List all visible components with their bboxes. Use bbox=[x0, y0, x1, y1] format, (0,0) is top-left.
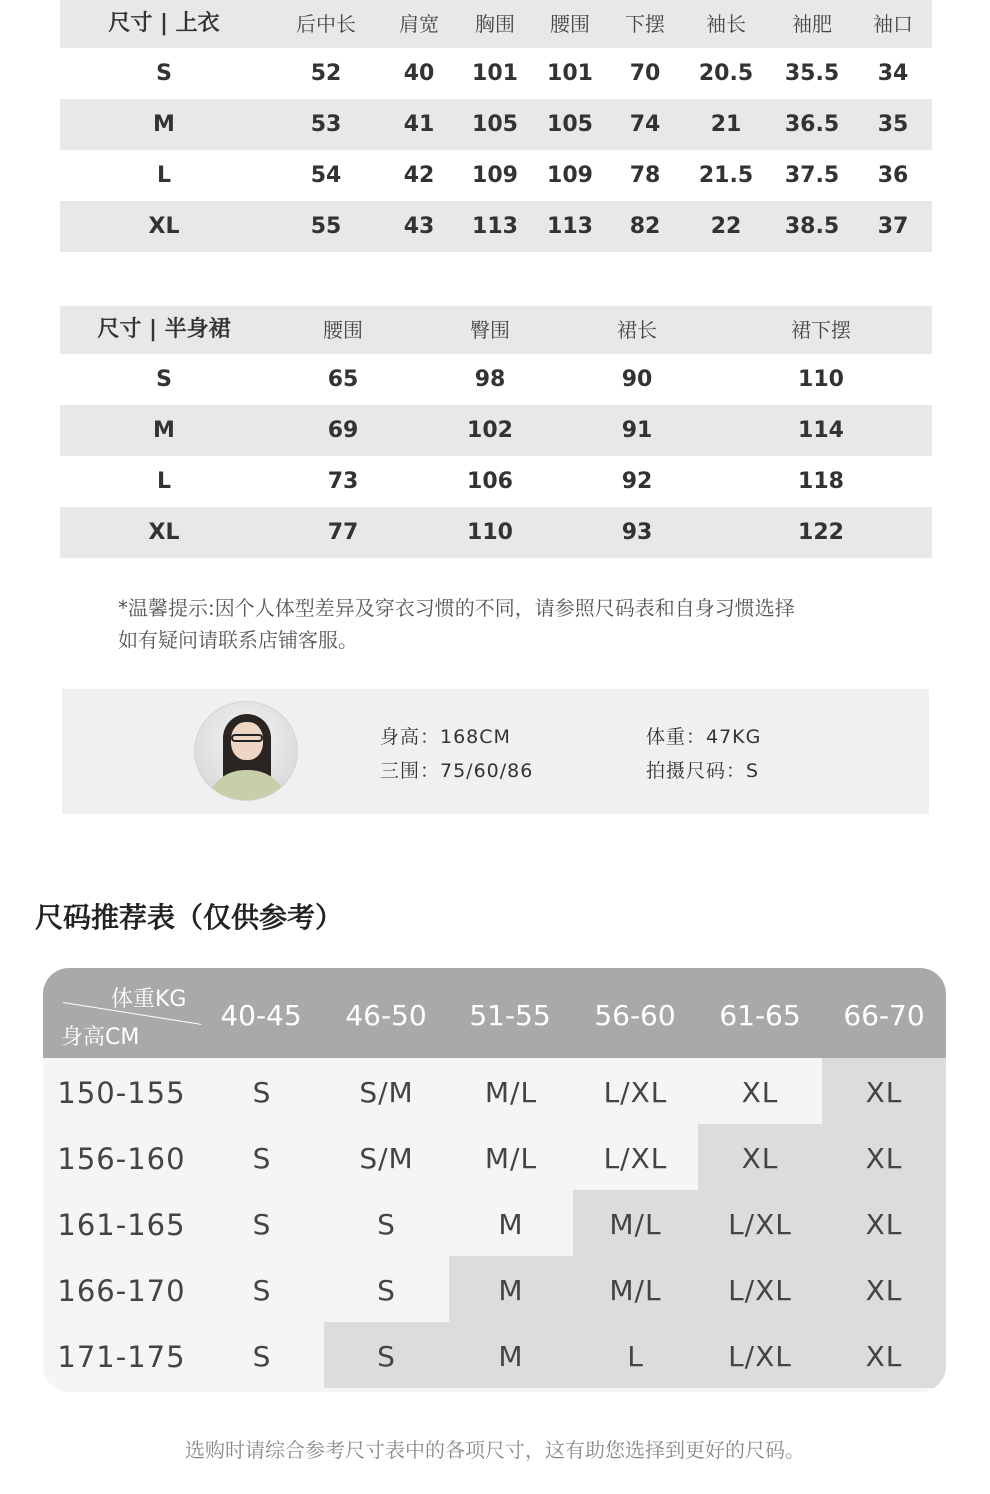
height-range: 161-165 bbox=[57, 1208, 186, 1242]
recommended-size: M bbox=[449, 1256, 573, 1322]
measurement-value: 36 bbox=[877, 163, 909, 188]
rec-row bbox=[43, 1190, 946, 1256]
col-header: 腰围 bbox=[323, 318, 363, 342]
size-row bbox=[60, 150, 932, 201]
measurement-value: 35 bbox=[877, 112, 909, 137]
measurement-value: 90 bbox=[621, 367, 653, 392]
top-table-header bbox=[60, 0, 932, 48]
measurement-value: 54 bbox=[310, 163, 342, 188]
col-header: 裙长 bbox=[617, 318, 657, 342]
measurement-value: 109 bbox=[472, 163, 518, 188]
measurement-value: 20.5 bbox=[698, 61, 754, 86]
recommended-size: M/L bbox=[573, 1190, 698, 1256]
rec-row bbox=[43, 1124, 946, 1190]
col-header: 袖肥 bbox=[792, 12, 832, 36]
measurement-value: 113 bbox=[547, 214, 593, 239]
measurement-value: 38.5 bbox=[784, 214, 840, 239]
measurement-value: 93 bbox=[621, 520, 653, 545]
measurement-value: 102 bbox=[467, 418, 513, 443]
weight-range-header: 61-65 bbox=[719, 999, 801, 1032]
measurement-value: 42 bbox=[403, 163, 435, 188]
height-range: 156-160 bbox=[57, 1142, 186, 1176]
measurement-value: 21 bbox=[710, 112, 742, 137]
col-header: 肩宽 bbox=[399, 12, 439, 36]
recommended-size: S bbox=[200, 1124, 324, 1190]
measurement-value: 101 bbox=[547, 61, 593, 86]
measurement-value: 65 bbox=[327, 367, 359, 392]
measurement-value: 122 bbox=[798, 520, 844, 545]
model-info-card bbox=[62, 689, 929, 814]
model-measurements: 三围：75/60/86 bbox=[380, 760, 534, 782]
recommended-size: M/L bbox=[449, 1124, 573, 1190]
size-row bbox=[60, 354, 932, 405]
recommended-size: S/M bbox=[324, 1124, 449, 1190]
recommended-size: S bbox=[200, 1190, 324, 1256]
col-header: 胸围 bbox=[475, 12, 515, 36]
recommended-size: S bbox=[324, 1322, 449, 1388]
footer-note: 选购时请综合参考尺寸表中的各项尺寸，这有助您选择到更好的尺码。 bbox=[185, 1438, 805, 1462]
col-header: 袖长 bbox=[706, 12, 746, 36]
measurement-value: 37 bbox=[877, 214, 909, 239]
recommended-size: S/M bbox=[324, 1058, 449, 1124]
size-label: M bbox=[153, 418, 175, 443]
rec-row bbox=[43, 1322, 946, 1388]
measurement-value: 53 bbox=[310, 112, 342, 137]
size-row bbox=[60, 48, 932, 99]
recommended-size: S bbox=[200, 1256, 324, 1322]
weight-axis-label: 体重KG bbox=[111, 987, 187, 1012]
weight-range-header: 66-70 bbox=[843, 999, 925, 1032]
measurement-value: 82 bbox=[629, 214, 661, 239]
height-range: 166-170 bbox=[57, 1274, 186, 1308]
col-header: 腰围 bbox=[550, 12, 590, 36]
col-header: 袖口 bbox=[873, 12, 913, 36]
skirt-table-header bbox=[60, 306, 932, 354]
recommended-size: M/L bbox=[573, 1256, 698, 1322]
measurement-value: 69 bbox=[327, 418, 359, 443]
size-label: XL bbox=[148, 520, 180, 545]
measurement-value: 73 bbox=[327, 469, 359, 494]
skirt-table-title: 尺寸 | 半身裙 bbox=[97, 317, 231, 342]
size-label: L bbox=[156, 469, 172, 494]
col-header: 后中长 bbox=[296, 12, 356, 36]
height-axis-label: 身高CM bbox=[61, 1025, 140, 1050]
measurement-value: 91 bbox=[621, 418, 653, 443]
rec-row bbox=[43, 1256, 946, 1322]
recommended-size: L/XL bbox=[698, 1322, 822, 1388]
sizing-tip bbox=[118, 592, 795, 656]
size-label: S bbox=[156, 61, 172, 86]
recommended-size: XL bbox=[822, 1058, 946, 1124]
measurement-value: 114 bbox=[798, 418, 844, 443]
size-label: M bbox=[153, 112, 175, 137]
recommended-size: L bbox=[573, 1322, 698, 1388]
measurement-value: 78 bbox=[629, 163, 661, 188]
weight-range-header: 51-55 bbox=[469, 999, 551, 1032]
size-label: L bbox=[156, 163, 172, 188]
weight-range-header: 56-60 bbox=[594, 999, 676, 1032]
measurement-value: 40 bbox=[403, 61, 435, 86]
recommended-size: L/XL bbox=[573, 1058, 698, 1124]
measurement-value: 98 bbox=[474, 367, 506, 392]
measurement-value: 101 bbox=[472, 61, 518, 86]
top-table-title: 尺寸 | 上衣 bbox=[108, 11, 220, 36]
recommended-size: S bbox=[324, 1256, 449, 1322]
measurement-value: 118 bbox=[798, 469, 844, 494]
size-label: XL bbox=[148, 214, 180, 239]
size-row bbox=[60, 507, 932, 558]
recommendation-title: 尺码推荐表（仅供参考） bbox=[35, 901, 344, 934]
recommended-size: XL bbox=[698, 1124, 822, 1190]
measurement-value: 105 bbox=[547, 112, 593, 137]
model-shot-size: 拍摄尺码：S bbox=[646, 760, 760, 782]
measurement-value: 35.5 bbox=[784, 61, 840, 86]
measurement-value: 55 bbox=[310, 214, 342, 239]
weight-range-header: 40-45 bbox=[220, 999, 302, 1032]
measurement-value: 105 bbox=[472, 112, 518, 137]
measurement-value: 22 bbox=[710, 214, 742, 239]
measurement-value: 74 bbox=[629, 112, 661, 137]
measurement-value: 106 bbox=[467, 469, 513, 494]
recommended-size: XL bbox=[822, 1124, 946, 1190]
col-header: 裙下摆 bbox=[791, 318, 851, 342]
recommended-size: M/L bbox=[449, 1058, 573, 1124]
recommended-size: S bbox=[324, 1190, 449, 1256]
measurement-value: 41 bbox=[403, 112, 435, 137]
measurement-value: 43 bbox=[403, 214, 435, 239]
measurement-value: 77 bbox=[327, 520, 359, 545]
measurement-value: 110 bbox=[798, 367, 844, 392]
recommended-size: L/XL bbox=[698, 1190, 822, 1256]
col-header: 臀围 bbox=[470, 318, 510, 342]
recommended-size: XL bbox=[822, 1256, 946, 1322]
measurement-value: 34 bbox=[877, 61, 909, 86]
recommended-size: M bbox=[449, 1322, 573, 1388]
model-height: 身高：168CM bbox=[380, 726, 511, 748]
size-recommendation-table bbox=[43, 968, 946, 1392]
rec-table-header bbox=[43, 968, 946, 1058]
recommended-size: S bbox=[200, 1322, 324, 1388]
recommended-size: XL bbox=[822, 1190, 946, 1256]
size-row bbox=[60, 405, 932, 456]
model-weight: 体重：47KG bbox=[646, 726, 762, 748]
recommended-size: XL bbox=[698, 1058, 822, 1124]
size-row bbox=[60, 99, 932, 150]
height-range: 150-155 bbox=[57, 1076, 186, 1110]
measurement-value: 21.5 bbox=[698, 163, 754, 188]
rec-row bbox=[43, 1058, 946, 1124]
recommended-size: L/XL bbox=[573, 1124, 698, 1190]
size-row bbox=[60, 201, 932, 252]
size-label: S bbox=[156, 367, 172, 392]
recommended-size: L/XL bbox=[698, 1256, 822, 1322]
col-header: 下摆 bbox=[625, 12, 665, 36]
recommended-size: XL bbox=[822, 1322, 946, 1388]
measurement-value: 37.5 bbox=[784, 163, 840, 188]
measurement-value: 70 bbox=[629, 61, 661, 86]
measurement-value: 109 bbox=[547, 163, 593, 188]
measurement-value: 52 bbox=[310, 61, 342, 86]
model-avatar bbox=[194, 701, 298, 801]
measurement-value: 110 bbox=[467, 520, 513, 545]
tip-line-1: *温馨提示:因个人体型差异及穿衣习惯的不同，请参照尺码表和自身习惯选择 bbox=[118, 596, 795, 620]
weight-range-header: 46-50 bbox=[345, 999, 427, 1032]
measurement-value: 36.5 bbox=[784, 112, 840, 137]
recommended-size: M bbox=[449, 1190, 573, 1256]
measurement-value: 92 bbox=[621, 469, 653, 494]
size-row bbox=[60, 456, 932, 507]
height-range: 171-175 bbox=[57, 1340, 186, 1374]
measurement-value: 113 bbox=[472, 214, 518, 239]
recommended-size: S bbox=[200, 1058, 324, 1124]
tip-line-2: 如有疑问请联系店铺客服。 bbox=[118, 628, 358, 652]
